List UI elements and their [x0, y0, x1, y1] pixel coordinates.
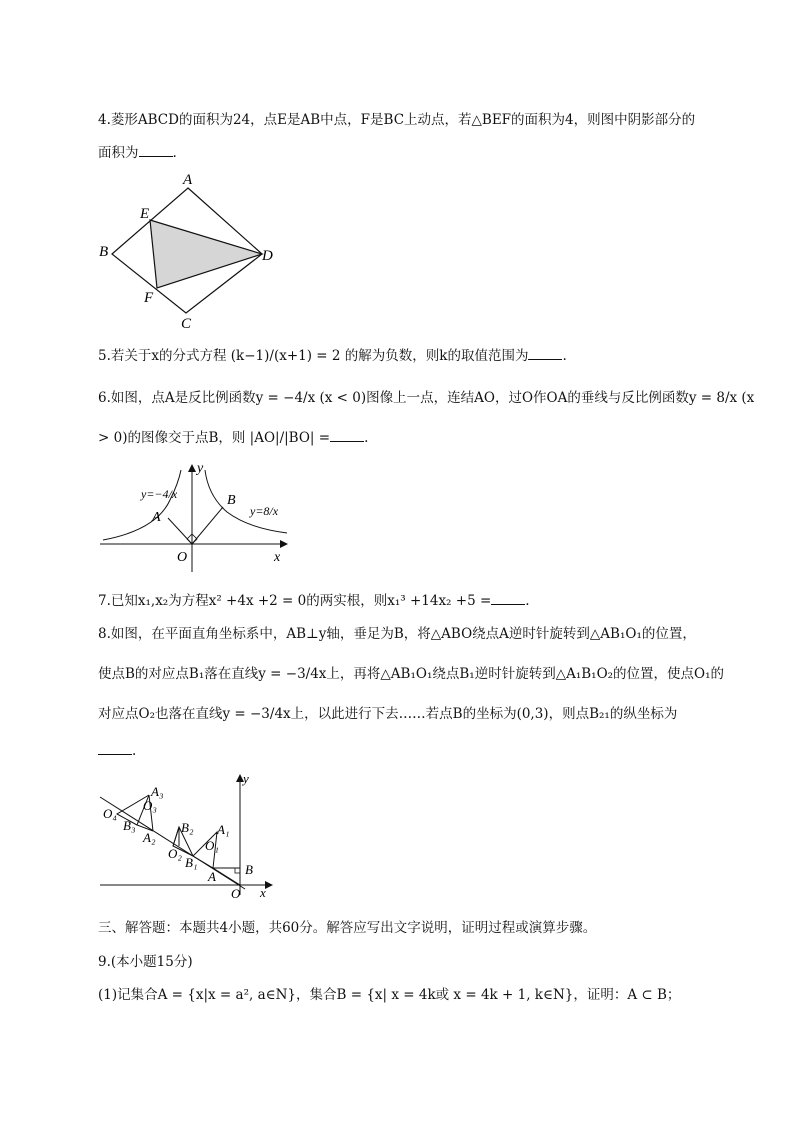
curve-right-branch: [205, 470, 287, 533]
answer-blank-q7[interactable]: [491, 592, 525, 605]
y-axis-arrow: [188, 464, 196, 472]
q4-line1: 4.菱形ABCD的面积为24，点E是AB中点，F是BC上动点，若△BEF的面积为4，则图中阴影部分的: [98, 112, 696, 128]
q5-line1: [98, 347, 567, 365]
q7-text: 7.已知x₁,x₂为方程x² +4x +2 = 0的两实根，则x₁³ +14x₂ +5 =: [98, 593, 492, 609]
x-axis-arrow: [265, 881, 273, 889]
label-b: B: [245, 862, 253, 877]
label-b2: B₂: [181, 820, 194, 835]
label-b: B: [99, 244, 109, 260]
answer-blank-q6[interactable]: [330, 429, 364, 442]
q6-line1: 6.如图，点A是反比例函数y = −4/x (x < 0)图像上一点，连结AO，过O作OA的垂线与反比例函数y = 8/x (x: [98, 390, 755, 406]
label-o1: O₁: [205, 838, 219, 853]
answer-blank-q8[interactable]: [98, 742, 132, 755]
label-y: y: [243, 771, 249, 786]
q5-line1-end: .: [562, 348, 567, 364]
section3-heading: 三、解答题：本题共4小题，共60分。解答应写出文字说明，证明过程或演算步骤。: [98, 920, 597, 936]
q7-line1: [98, 592, 530, 610]
label-a: A: [208, 869, 216, 884]
q8-line1: 8.如图，在平面直角坐标系中，AB⊥y轴，垂足为B，将△ABO绕点A逆时针旋转到△AB₁O₁的位置，: [98, 626, 696, 642]
label-o: O: [231, 886, 241, 900]
label-right-function: y=8/x: [250, 504, 279, 518]
label-x: x: [260, 885, 266, 900]
curve-left-branch: [103, 470, 181, 540]
label-b3: B₃: [123, 818, 136, 833]
label-a2: A₂: [143, 830, 156, 845]
label-a: A: [152, 510, 161, 525]
rotation-figure: [95, 770, 285, 900]
q8-line2: 使点B的对应点B₁落在直线y = −3/4x上，再将△AB₁O₁绕点B₁逆时针旋转到△A₁B₁O₂的位置，使点O₁的: [98, 666, 725, 682]
label-f: F: [144, 290, 154, 306]
q7-line1-end: .: [525, 593, 530, 609]
label-c: C: [181, 316, 192, 332]
segment-b2: [173, 827, 179, 846]
q8-line4-end: .: [132, 743, 137, 759]
label-o4: O₄: [103, 806, 117, 821]
right-angle-b: [235, 868, 240, 873]
rhombus-figure: [95, 170, 285, 332]
label-b: B: [227, 493, 236, 508]
label-o3: O₃: [143, 798, 157, 813]
q4-line2: [98, 144, 177, 162]
q9-part1: (1)记集合A = {x|x = a², a∈N}，集合B = {x| x = 4k或 x = 4k + 1, k∈N}，证明：A ⊂ B；: [98, 987, 681, 1003]
answer-blank-q4[interactable]: [139, 144, 173, 157]
label-d: D: [262, 248, 273, 264]
label-o2: O₂: [168, 846, 182, 861]
q5-text: 5.若关于x的分式方程 (k−1)/(x+1) = 2 的解为负数，则k的取值范围为: [98, 348, 529, 364]
q4-line2-end: .: [172, 145, 177, 161]
x-axis-arrow: [280, 540, 288, 548]
label-o: O: [177, 550, 188, 565]
triangle-abo: [213, 868, 240, 885]
q8-line4: [98, 742, 136, 760]
q6-line2-end: .: [364, 430, 369, 446]
label-e: E: [140, 206, 150, 222]
q6-line2-text: > 0)的图像交于点B，则 |AO|/|BO| =: [98, 430, 331, 446]
label-a1: A₁: [217, 822, 230, 837]
answer-blank-q5[interactable]: [528, 347, 562, 360]
label-a: A: [183, 172, 193, 188]
label-x: x: [274, 550, 281, 565]
shaded-triangle-edf: [150, 220, 262, 288]
q6-line2: [98, 429, 368, 447]
label-y: y: [197, 461, 204, 476]
q9-title: 9.(本小题15分): [98, 954, 193, 970]
q4-line2-text: 面积为: [98, 145, 139, 161]
label-a3: A₃: [151, 784, 164, 799]
label-b1: B₁: [185, 855, 198, 870]
label-left-function: y=−4/x: [141, 487, 178, 501]
q8-line3: 对应点O₂也落在直线y = −3/4x上，以此进行下去……若点B的坐标为(0,3)，则点B₂₁的纵坐标为: [98, 706, 678, 722]
inverse-function-figure: [95, 460, 295, 575]
